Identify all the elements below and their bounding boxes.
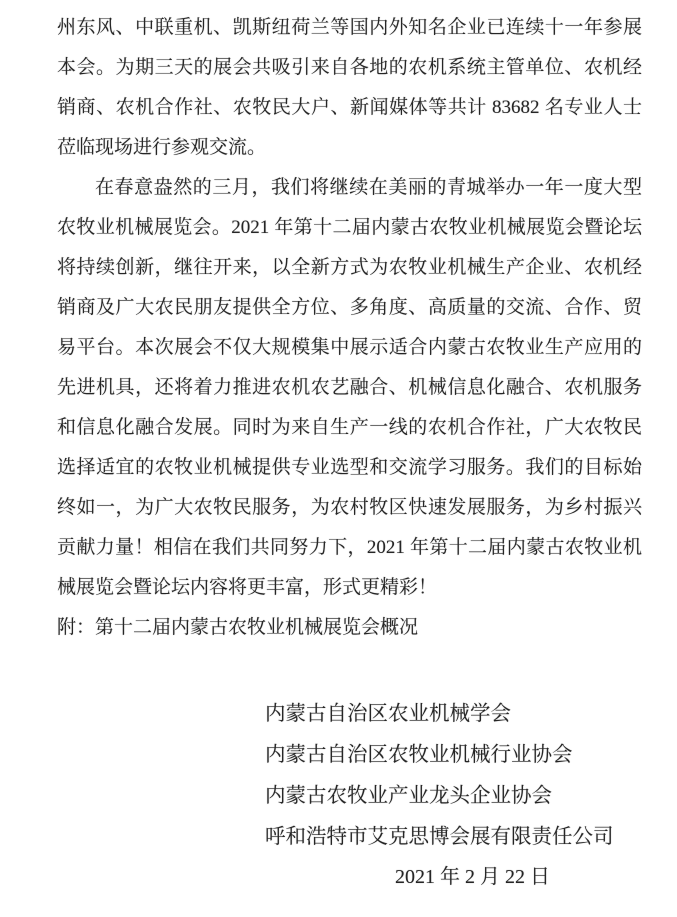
body-line: 本会。为期三天的展会共吸引来自各地的农机系统主管单位、农机经 <box>57 57 642 78</box>
body-line: 将持续创新，继往开来，以全新方式为农牧业机械生产企业、农机经 <box>57 257 642 278</box>
body-line: 先进机具，还将着力推进农机农艺融合、机械信息化融合、农机服务 <box>57 377 642 398</box>
signatory-line: 内蒙古农牧业产业龙头企业协会 <box>265 785 552 807</box>
body-line: 附：第十二届内蒙古农牧业机械展览会概况 <box>57 617 419 638</box>
body-line: 易平台。本次展会不仅大规模集中展示适合内蒙古农牧业生产应用的 <box>57 337 642 358</box>
body-line: 和信息化融合发展。同时为来自生产一线的农机合作社，广大农牧民 <box>57 417 642 438</box>
body-line: 贡献力量！相信在我们共同努力下，2021 年第十二届内蒙古农牧业机 <box>57 537 642 558</box>
signature-block <box>265 694 614 858</box>
body-line: 州东风、中联重机、凯斯纽荷兰等国内外知名企业已连续十一年参展 <box>57 17 642 38</box>
body-line: 农牧业机械展览会。2021 年第十二届内蒙古农牧业机械展览会暨论坛 <box>57 217 642 238</box>
body-line: 莅临现场进行参观交流。 <box>57 137 267 158</box>
date-line: 2021 年 2 月 22 日 <box>395 866 550 888</box>
body-line: 销商、农机合作社、农牧民大户、新闻媒体等共计 83682 名专业人士 <box>57 97 642 118</box>
signatory-line: 内蒙古自治区农业机械学会 <box>265 703 511 725</box>
body-line: 械展览会暨论坛内容将更丰富，形式更精彩！ <box>57 577 438 598</box>
signatory-line: 呼和浩特市艾克思博会展有限责任公司 <box>265 826 614 848</box>
document-body <box>57 8 642 648</box>
body-line: 在春意盎然的三月，我们将继续在美丽的青城举办一年一度大型 <box>95 177 642 198</box>
signatory-line: 内蒙古自治区农牧业机械行业协会 <box>265 744 573 766</box>
body-line: 选择适宜的农牧业机械提供专业选型和交流学习服务。我们的目标始 <box>57 457 642 478</box>
body-line: 终如一，为广大农牧民服务，为农村牧区快速发展服务，为乡村振兴 <box>57 497 642 518</box>
body-line: 销商及广大农民朋友提供全方位、多角度、高质量的交流、合作、贸 <box>57 297 642 318</box>
